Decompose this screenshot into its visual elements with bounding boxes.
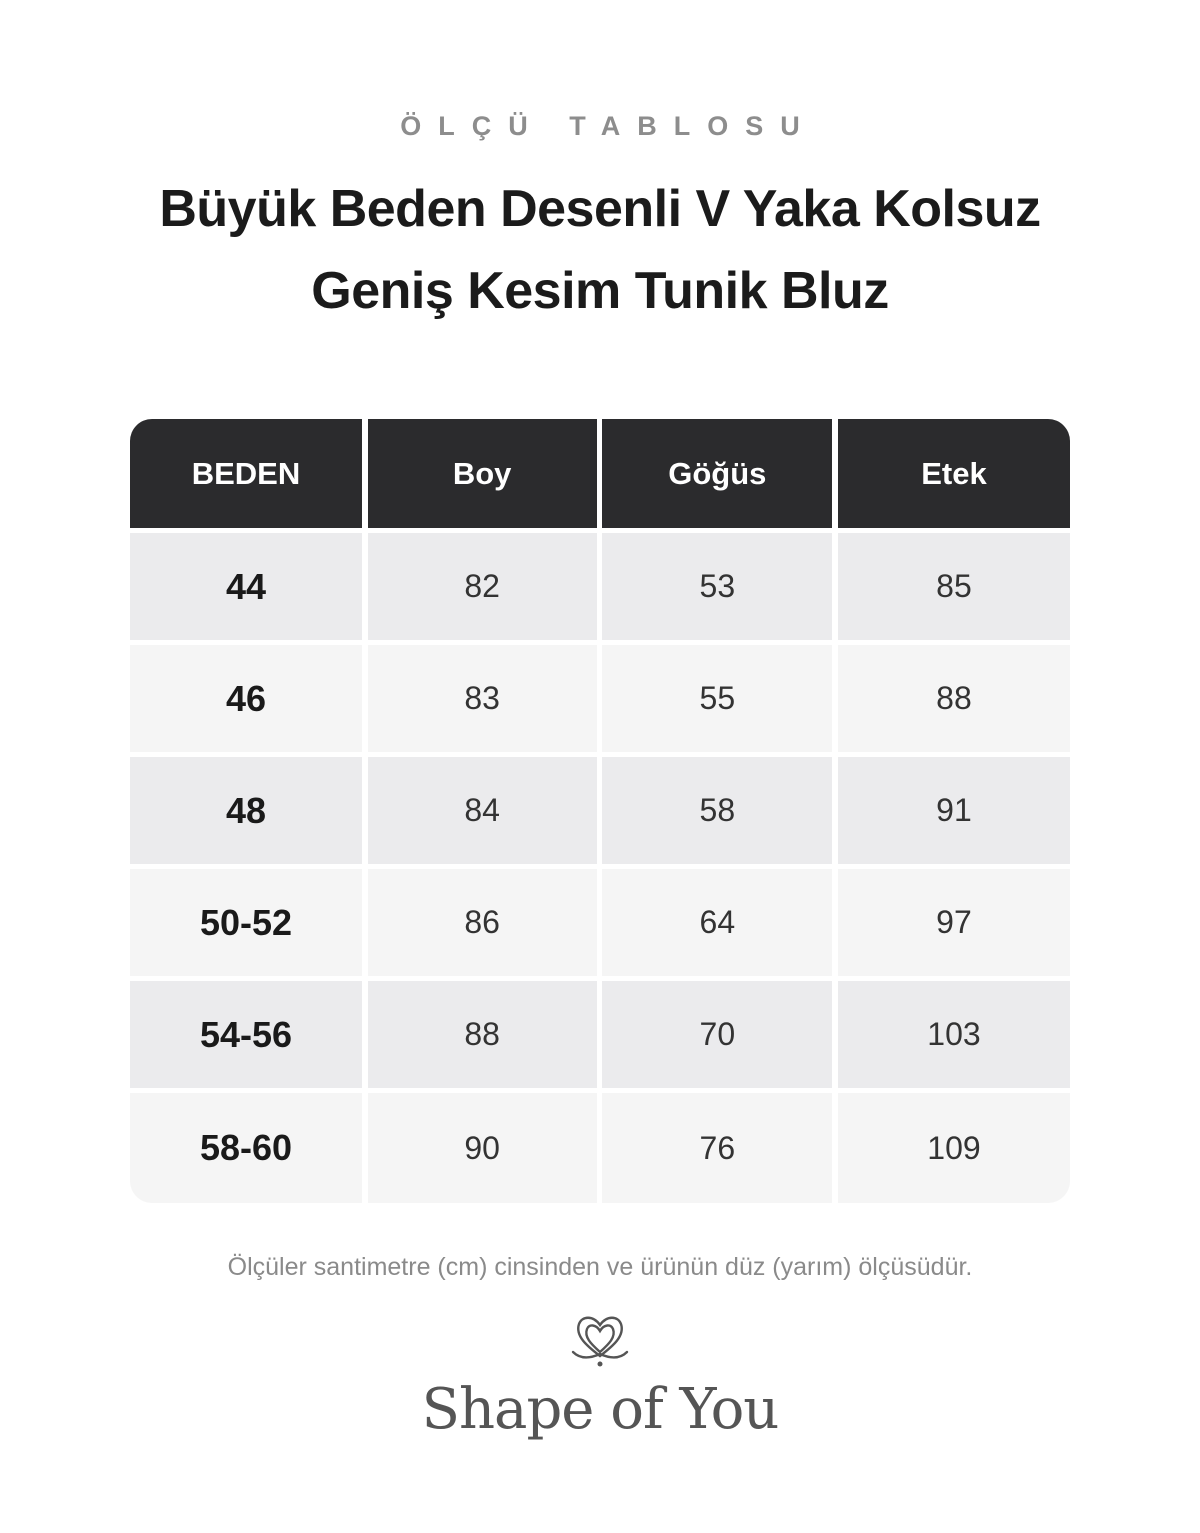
etek-cell: 91 <box>838 757 1070 864</box>
table-row <box>130 757 1070 864</box>
table-row <box>130 645 1070 752</box>
brand-name: Shape of You <box>421 1377 779 1442</box>
boy-cell: 90 <box>368 1093 597 1203</box>
size-cell: 54-56 <box>130 981 362 1088</box>
table-row <box>130 869 1070 976</box>
title-line-2: Geniş Kesim Tunik Bluz <box>311 262 889 320</box>
table-row <box>130 533 1070 640</box>
boy-cell: 88 <box>368 981 597 1088</box>
boy-cell: 83 <box>368 645 597 752</box>
gogus-cell: 58 <box>602 757 832 864</box>
etek-cell: 97 <box>838 869 1070 976</box>
column-header-beden: BEDEN <box>130 419 362 528</box>
table-row <box>130 981 1070 1088</box>
boy-cell: 86 <box>368 869 597 976</box>
gogus-cell: 70 <box>602 981 832 1088</box>
etek-cell: 85 <box>838 533 1070 640</box>
size-cell: 44 <box>130 533 362 640</box>
column-header-gogus: Göğüs <box>602 419 832 528</box>
title-line-1: Büyük Beden Desenli V Yaka Kolsuz <box>159 180 1041 238</box>
size-cell: 58-60 <box>130 1093 362 1203</box>
gogus-cell: 53 <box>602 533 832 640</box>
double-heart-logo-icon <box>567 1312 633 1372</box>
gogus-cell: 64 <box>602 869 832 976</box>
etek-cell: 109 <box>838 1093 1070 1203</box>
size-table <box>130 419 1070 1203</box>
table-header-row <box>130 419 1070 528</box>
column-header-etek: Etek <box>838 419 1070 528</box>
column-header-boy: Boy <box>368 419 597 528</box>
page-title <box>100 168 1100 332</box>
etek-cell: 103 <box>838 981 1070 1088</box>
size-cell: 48 <box>130 757 362 864</box>
boy-cell: 82 <box>368 533 597 640</box>
boy-cell: 84 <box>368 757 597 864</box>
table-row <box>130 1093 1070 1203</box>
etek-cell: 88 <box>838 645 1070 752</box>
gogus-cell: 76 <box>602 1093 832 1203</box>
gogus-cell: 55 <box>602 645 832 752</box>
measurement-note: Ölçüler santimetre (cm) cinsinden ve ürünün düz (yarım) ölçüsüdür. <box>227 1253 973 1281</box>
eyebrow-label: ÖLÇÜ TABLOSU <box>400 111 817 141</box>
size-cell: 46 <box>130 645 362 752</box>
size-cell: 50-52 <box>130 869 362 976</box>
